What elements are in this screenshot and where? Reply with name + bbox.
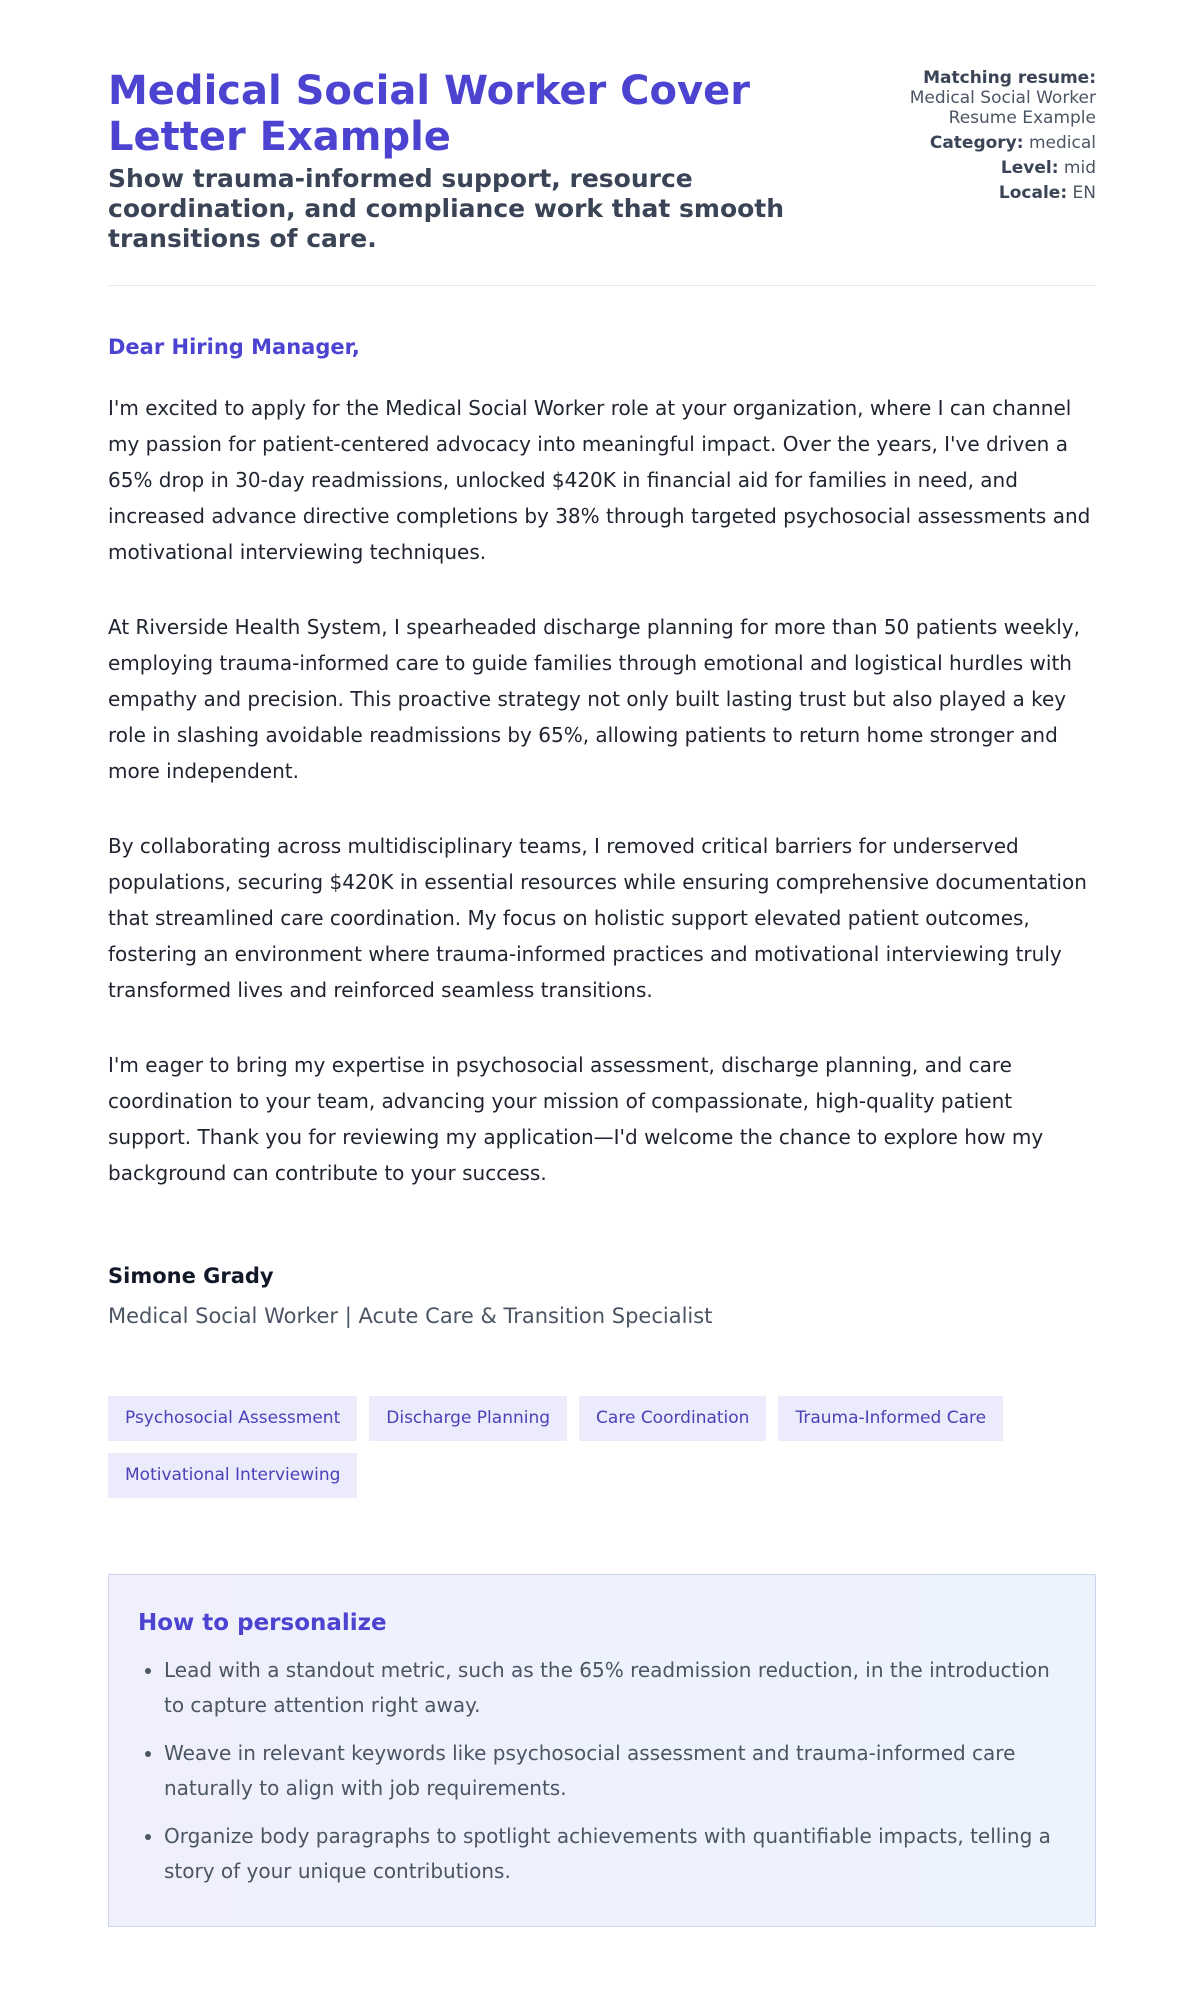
meta-locale <box>856 183 1096 203</box>
locale-value: EN <box>1072 183 1096 203</box>
letter-paragraph: I'm excited to apply for the Medical Social Worker role at your organization, where I can channel my passion for patient-centered advocacy into meaningful impact. Over the years, I've driven a 65% drop in 30-day readmissions, unlocked $420K in financial aid for families in need, and increased advance directive completions by 38% through targeted psychosocial assessments and motivational interviewing techniques. <box>108 396 1091 564</box>
skill-tag: Psychosocial Assessment <box>108 1396 357 1441</box>
level-label: Level: <box>1000 158 1059 178</box>
category-label: Category: <box>929 133 1024 153</box>
tips-title: How to personalize <box>138 1610 387 1636</box>
meta-matching-resume <box>856 68 1096 128</box>
meta-category <box>856 133 1096 153</box>
skill-tags <box>108 1396 1028 1498</box>
tip-item: • Organize body paragraphs to spotlight achievements with quantifiable impacts, telling a story of your unique contributions. <box>164 1819 1066 1889</box>
header-divider <box>108 285 1096 286</box>
tips-list <box>138 1653 1066 1889</box>
category-value: medical <box>1028 133 1096 153</box>
signature-name: Simone Grady <box>108 1264 274 1288</box>
matching-resume-link[interactable]: Medical Social Worker Resume Example <box>909 88 1096 128</box>
page-subtitle: Show trauma-informed support, resource coordination, and compliance work that smooth transitions of care. <box>108 164 785 253</box>
signature-title: Medical Social Worker | Acute Care & Transition Specialist <box>108 1304 713 1328</box>
page-title: Medical Social Worker Cover Letter Example <box>108 68 750 160</box>
locale-label: Locale: <box>998 183 1068 203</box>
tip-item: • Weave in relevant keywords like psychosocial assessment and trauma-informed care naturally to align with job requirements. <box>164 1736 1066 1806</box>
signature-block <box>108 1262 1096 1330</box>
letter-paragraph: By collaborating across multidisciplinary teams, I removed critical barriers for underserved populations, securing $420K in essential resources while ensuring comprehensive documentation that streamlined care coordination. My focus on holistic support elevated patient outcomes, fostering an environment where trauma-informed practices and motivational interviewing truly transformed lives and reinforced seamless transitions. <box>108 834 1087 1002</box>
meta-level <box>856 158 1096 178</box>
tip-item: • Lead with a standout metric, such as the 65% readmission reduction, in the introduction to capture attention right away. <box>164 1653 1066 1723</box>
matching-resume-label: Matching resume: <box>923 68 1096 88</box>
skill-tag: Trauma-Informed Care <box>778 1396 1003 1441</box>
skill-tag: Discharge Planning <box>369 1396 567 1441</box>
personalize-tips-box <box>108 1574 1096 1927</box>
skill-tag: Care Coordination <box>579 1396 766 1441</box>
skill-tag: Motivational Interviewing <box>108 1453 357 1498</box>
letter-body <box>108 390 1096 1230</box>
letter-paragraph: I'm eager to bring my expertise in psychosocial assessment, discharge planning, and care coordination to your team, advancing your mission of compassionate, high-quality patient support. Thank you for reviewing my application—I'd welcome the chance to explore how my background can contribute to your success. <box>108 1053 1044 1185</box>
page-header <box>108 68 1096 254</box>
level-value: mid <box>1063 158 1096 178</box>
letter-greeting: Dear Hiring Manager, <box>108 335 360 359</box>
meta-panel <box>856 68 1096 208</box>
letter-paragraph: At Riverside Health System, I spearheaded discharge planning for more than 50 patients weekly, employing trauma-informed care to guide families through emotional and logistical hurdles with empathy and precision. This proactive strategy not only built lasting trust but also played a key role in slashing avoidable readmissions by 65%, allowing patients to return home stronger and more independent. <box>108 615 1080 783</box>
